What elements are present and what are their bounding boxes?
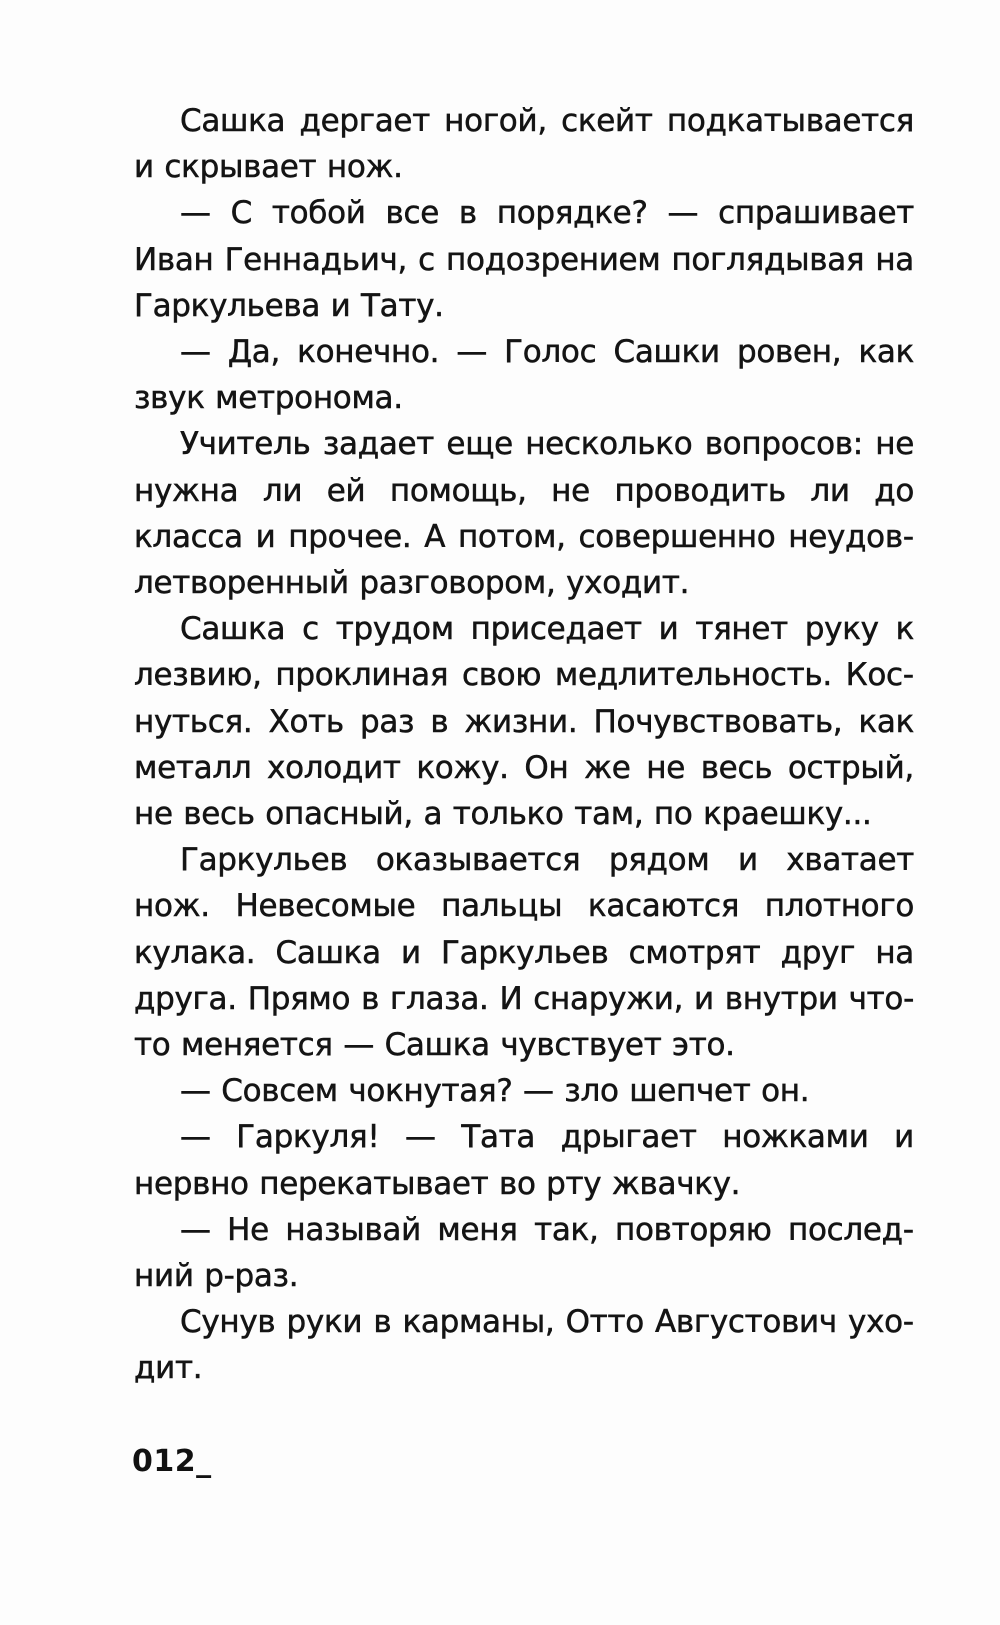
body-text <box>134 98 914 1392</box>
paragraph: — Совсем чокнутая? — зло шепчет он. <box>180 1073 810 1110</box>
paragraph: Сашка с трудом приседает и тянет руку к лезвию, проклиная свою медлительность. Коснуться. Хоть раз в жизни. Почувствовать, как металл холодит кожу. Он же не весь острый, не весь опасный, а только там, по краешку... <box>134 611 914 833</box>
paragraph: Сашка дергает ногой, скейт подкатывается и скрывает нож. <box>134 103 914 186</box>
paragraph: — Не называй меня так, повторяю последний р-раз. <box>134 1211 914 1295</box>
paragraph: Гаркульев оказывается рядом и хватает нож. Невесомые пальцы касаются плотного кулака. Сашка и Гаркульев смотрят друг на друга. Прямо в глаза. И снаружи, и внутри что-то меняется — Сашка чувствует это. <box>134 842 914 1064</box>
page-number: 012_ <box>132 1444 212 1479</box>
paragraph: — Да, конечно. — Голос Сашки ровен, как звук метронома. <box>134 334 914 417</box>
paragraph: — С тобой все в порядке? — спрашивает Иван Геннадьич, с подозрением поглядывая на Гаркульева и Тату. <box>134 195 914 324</box>
paragraph: Сунув руки в карманы, Отто Августович уходит. <box>134 1304 914 1387</box>
paragraph: Учитель задает еще несколько вопросов: не нужна ли ей помощь, не проводить ли до класса и прочее. А потом, совершенно неудовлетворенный разговором, уходит. <box>134 426 914 602</box>
paragraph: — Гаркуля! — Тата дрыгает ножками и нервно перекатывает во рту жвачку. <box>134 1119 914 1202</box>
